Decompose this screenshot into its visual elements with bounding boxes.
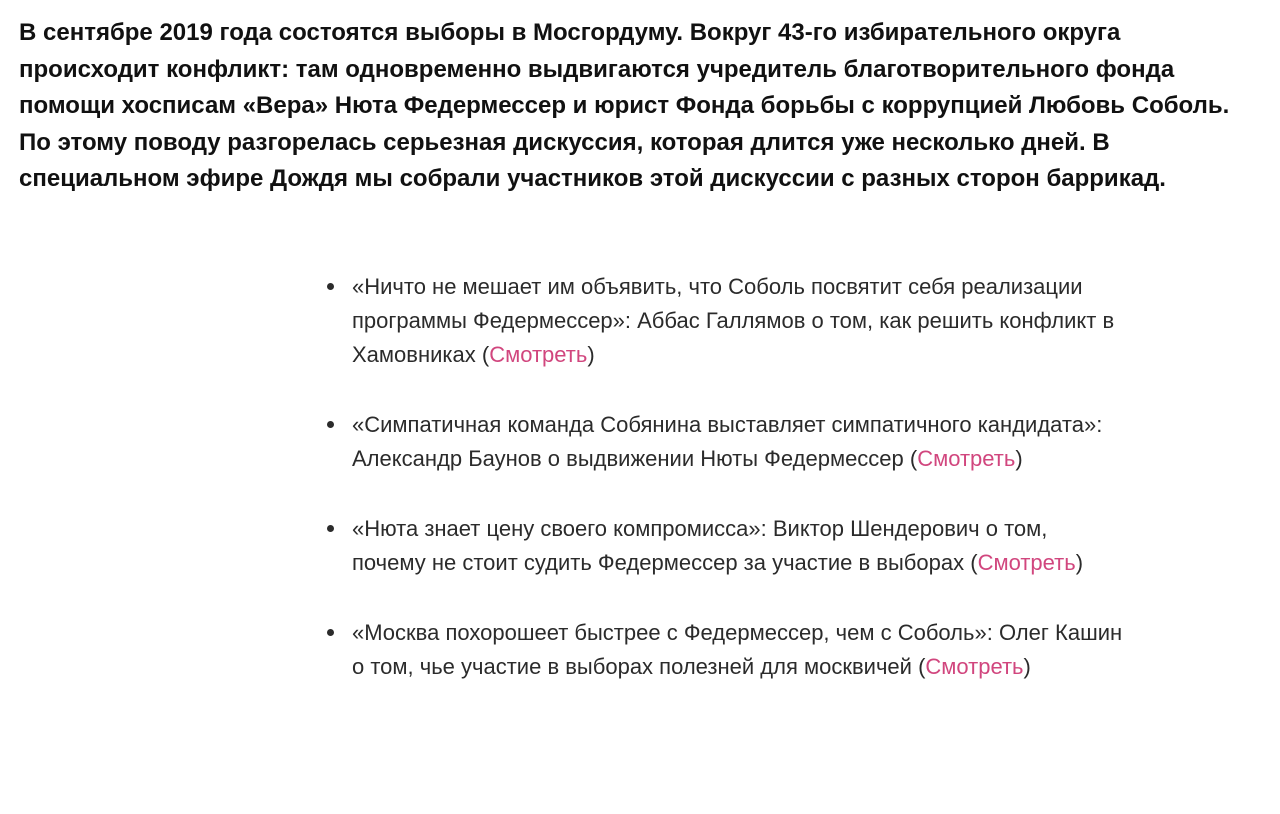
close-paren: ) — [1023, 654, 1031, 679]
list-item — [324, 616, 1124, 684]
list-item-text: «Нюта знает цену своего компромисса»: Виктор Шендерович о том, почему не стоит судить Федермессер за участие в выборах — [352, 516, 1048, 575]
open-paren: ( — [481, 342, 490, 367]
watch-link[interactable]: Смотреть — [489, 342, 588, 367]
list-item-text: «Ничто не мешает им объявить, что Соболь посвятит себя реализации программы Федермессер»: Аббас Галлямов о том, как решить конфликт в Хамовниках — [352, 274, 1115, 367]
watch-link[interactable]: Смотреть — [925, 654, 1024, 679]
list-item-text: «Москва похорошеет быстрее с Федермессер, чем с Соболь»: Олег Кашин о том, чье участие в выборах полезней для москвичей — [352, 620, 1123, 679]
list-item-text: «Симпатичная команда Собянина выставляет симпатичного кандидата»: Александр Баунов о выдвижении Нюты Федермессер — [352, 412, 1103, 471]
close-paren: ) — [1075, 550, 1084, 575]
related-videos-list — [324, 270, 1124, 720]
close-paren: ) — [1015, 446, 1023, 471]
list-item — [324, 408, 1124, 476]
open-paren: ( — [918, 654, 926, 679]
list-item — [324, 512, 1124, 580]
list-item — [324, 270, 1124, 372]
close-paren: ) — [587, 342, 595, 367]
watch-link[interactable]: Смотреть — [917, 446, 1016, 471]
open-paren: ( — [909, 446, 918, 471]
open-paren: ( — [970, 550, 978, 575]
article-lead: В сентябре 2019 года состоятся выборы в Мосгордуму. Вокруг 43-го избирательного округа происходит конфликт: там одновременно выдвигаются учредитель благотворительного фонда помощи хосписам «Вера» Нюта Федермессер и юрист Фонда борьбы с коррупцией Любовь Соболь. По этому поводу разгорелась серьезная дискуссия, которая длится уже несколько дней. В специальном эфире Дождя мы собрали участников этой дискуссии с разных сторон баррикад. — [19, 19, 1230, 192]
watch-link[interactable]: Смотреть — [977, 550, 1076, 575]
